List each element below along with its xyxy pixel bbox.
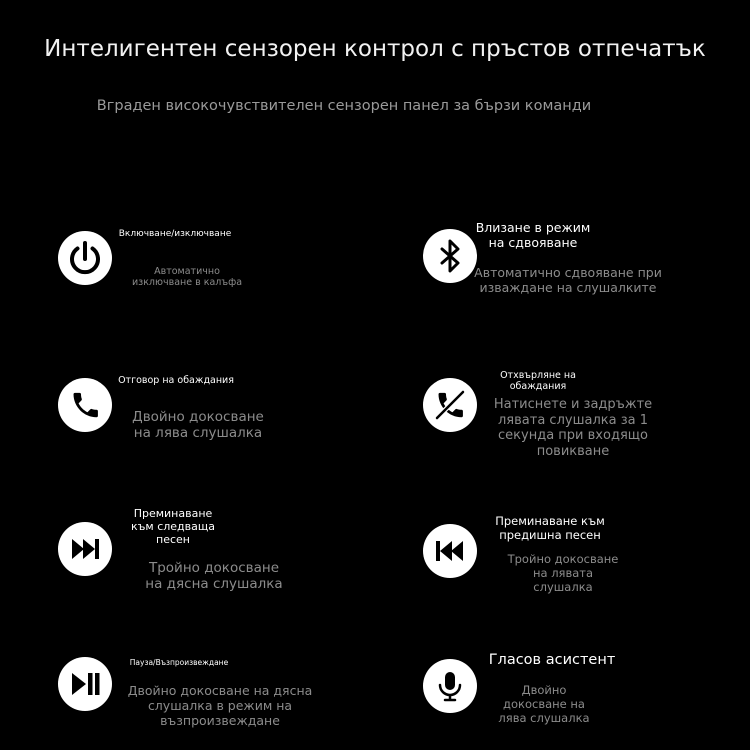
next-track-icon [58, 522, 112, 576]
answer-title: Отговор на обаждания [118, 375, 234, 386]
play-title: Пауза/Възпроизвеждане [129, 658, 229, 667]
reject-title: Отхвърляне на обаждания [500, 370, 576, 393]
pairing-description: Автоматично сдвояване при изваждане на слушалките [474, 265, 662, 295]
page-title: Интелигентен сензорен контрол с пръстов отпечатък [44, 36, 706, 62]
pairing-title: Влизане в режим на сдвояване [475, 220, 591, 250]
answer-description: Двойно докосване на лява слушалка [132, 409, 264, 442]
play-pause-icon [58, 657, 112, 711]
page-subtitle: Вграден високочувствителен сензорен панел за бързи команди [96, 98, 592, 114]
power-icon [58, 231, 112, 285]
previous-title: Преминаване към предишна песен [495, 514, 605, 542]
assistant-title: Гласов асистент [488, 652, 616, 668]
power-title: Включване/изключване [118, 229, 232, 239]
reject-description: Натиснете и задръжте лявата слушалка за 1 секунда при входящо повикване [493, 397, 653, 459]
assistant-description: Двойно докосване на лява слушалка [498, 683, 590, 725]
previous-track-icon [423, 524, 477, 578]
microphone-icon [423, 659, 477, 713]
previous-description: Тройно докосване на лявата слушалка [507, 552, 619, 594]
power-description: Автоматично изключване в калъфа [131, 266, 243, 289]
phone-icon [58, 378, 112, 432]
next-description: Тройно докосване на дясна слушалка [145, 560, 283, 593]
phone-reject-icon [423, 378, 477, 432]
play-description: Двойно докосване на дясна слушалка в режим на възпроизвеждане [127, 683, 313, 728]
next-title: Преминаване към следваща песен [131, 507, 215, 547]
